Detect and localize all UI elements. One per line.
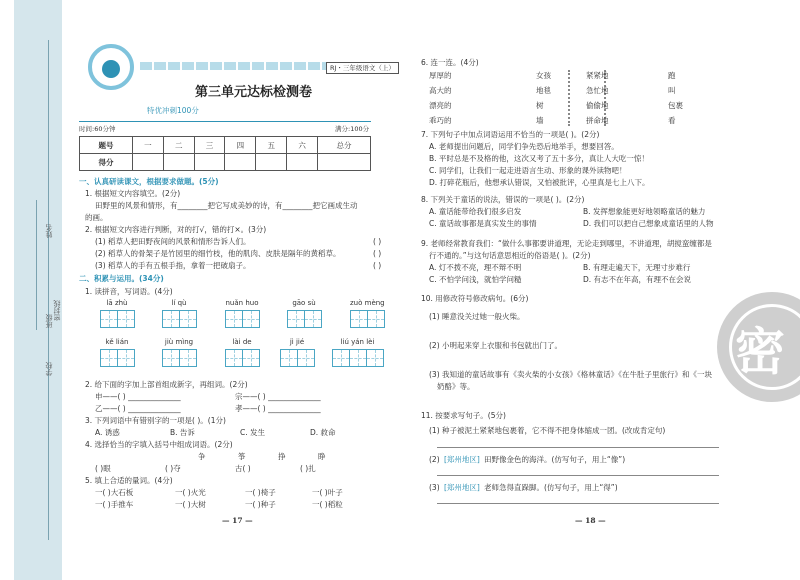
match-col4-item[interactable]: 包裹 — [668, 101, 683, 110]
fill-char-blank[interactable]: ( )扎 — [300, 464, 316, 473]
measure-word-blank[interactable]: 一( )稻粒 — [312, 500, 343, 509]
measure-word-blank[interactable]: 一( )种子 — [245, 500, 276, 509]
match-col2-item[interactable]: 地毯 — [536, 86, 551, 95]
section-1-heading: 一、认真研读课文，根据要求做题。(5分) — [79, 177, 219, 186]
typo-option-d[interactable]: D. 救命 — [310, 428, 336, 437]
rewrite-question-stem: 11. 按要求写句子。(5分) — [421, 411, 506, 420]
proverb-option-c[interactable]: C. 不怕学问浅，就怕学问糙 — [429, 275, 522, 284]
strip-label-school: 学校 — [45, 362, 53, 376]
q2-item-1: (1) 稻草人把田野夜间的风景和情形告诉人们。 — [95, 237, 251, 246]
full-score: 满分:100分 — [335, 125, 370, 133]
answer-paren[interactable]: ( ) — [373, 237, 382, 246]
word-usage-question-stem: 7. 下列句子中加点词语运用不恰当的一项是( )。(2分) — [421, 130, 600, 139]
word-usage-option-d[interactable]: D. 打碎花瓶后，他想承认错误，又怕被批评，心里真是七上八下。 — [429, 178, 650, 187]
score-head-cell: 题号 — [80, 137, 133, 154]
pinyin-box[interactable] — [100, 299, 134, 328]
pinyin-box[interactable] — [162, 338, 196, 367]
pinyin-label: liú yán lèi — [340, 338, 375, 346]
pinyin-label: gāo sù — [292, 299, 316, 307]
fairy-tale-option-c[interactable]: C. 童话故事都是真实发生的事情 — [429, 219, 537, 228]
match-col1-item[interactable]: 厚厚的 — [429, 71, 452, 80]
revise-sentence-1[interactable]: (1) 睡意没关过她一般火柴。 — [429, 312, 525, 321]
page-number-left: — 17 — — [222, 516, 253, 525]
answer-line[interactable] — [437, 447, 719, 448]
fill-char-blank[interactable]: ( )夺 — [165, 464, 181, 473]
match-col1-item[interactable]: 高大的 — [429, 86, 452, 95]
page-title: 第三单元达标检测卷 — [195, 85, 313, 100]
matching-question-stem: 6. 连一连。(4分) — [421, 58, 479, 67]
pinyin-label: lài de — [232, 338, 252, 346]
char-choice: 筝 — [238, 452, 246, 461]
score-head-cell: 五 — [256, 137, 287, 154]
score-cell[interactable] — [163, 154, 194, 171]
region-tag: [郑州地区] — [444, 455, 480, 464]
score-row-label: 得分 — [80, 154, 133, 171]
radical-question-stem: 2. 给下面的字加上部首组成新字，再组词。(2分) — [85, 380, 248, 389]
typo-option-b[interactable]: B. 告诉 — [170, 428, 195, 437]
score-head-cell: 三 — [194, 137, 225, 154]
match-col2-item[interactable]: 树 — [536, 101, 544, 110]
word-usage-option-b[interactable]: B. 平时总是不及格的他，这次又考了五十多分，真让人大吃一惊！ — [429, 154, 649, 163]
pinyin-box[interactable] — [225, 338, 259, 367]
q1-stem: 1. 根据短文内容填空。(2分) — [85, 189, 181, 198]
rewrite-item-3: 老师急得直跺脚。(仿写句子，用上“得”) — [484, 483, 618, 492]
q2-stem: 2. 根据短文内容进行判断，对的打√，错的打×。(3分) — [85, 225, 267, 234]
proverb-question-line-2: 行不通的。”与这句话意思相近的俗语是( )。(2分) — [429, 251, 591, 260]
char-choice: 睁 — [318, 452, 326, 461]
score-cell[interactable] — [194, 154, 225, 171]
pinyin-label: zuò mèng — [350, 299, 385, 307]
page-number-right: — 18 — — [575, 516, 606, 525]
score-cell[interactable] — [318, 154, 371, 171]
rewrite-item-3-num: (3) — [429, 483, 440, 492]
fill-char-question-stem: 4. 选择恰当的字填入括号中组成词语。(2分) — [85, 440, 233, 449]
score-cell[interactable] — [287, 154, 318, 171]
section-2-heading: 二、积累与运用。(34分) — [79, 274, 164, 283]
pinyin-box[interactable] — [100, 338, 134, 367]
score-table — [79, 136, 371, 171]
logo-dot — [102, 60, 120, 78]
fairy-tale-option-a[interactable]: A. 童话能带给我们很多启发 — [429, 207, 522, 216]
score-head-cell: 四 — [225, 137, 256, 154]
name-line — [36, 200, 37, 330]
match-col4-item[interactable]: 看 — [668, 116, 676, 125]
measure-word-blank[interactable]: 一( )火光 — [175, 488, 206, 497]
pinyin-label: nuǎn huo — [225, 299, 259, 307]
revise-sentence-3-cont: 奶酪》等。 — [437, 382, 475, 391]
pinyin-box[interactable] — [350, 299, 385, 328]
measure-word-blank[interactable]: 一( )大树 — [175, 500, 206, 509]
typo-option-c[interactable]: C. 发生 — [240, 428, 266, 437]
answer-paren[interactable]: ( ) — [373, 261, 382, 270]
score-table-row — [80, 154, 371, 171]
strip-label-name: 姓名 — [45, 224, 53, 238]
revise-sentence-2[interactable]: (2) 小明起来穿上衣服和书包就出门了。 — [429, 341, 563, 350]
radical-item[interactable]: 宗——( ) ______________ — [235, 392, 321, 401]
score-head-cell: 六 — [287, 137, 318, 154]
score-table-head — [80, 137, 371, 154]
proverb-option-a[interactable]: A. 灯不拨不亮，理不辩不明 — [429, 263, 522, 272]
match-col2-item[interactable]: 墙 — [536, 116, 544, 125]
pinyin-label: kě lián — [105, 338, 129, 346]
answer-paren[interactable]: ( ) — [373, 249, 382, 258]
fill-char-blank[interactable]: ( )眼 — [95, 464, 111, 473]
pinyin-box[interactable] — [287, 299, 321, 328]
rewrite-item-1: (1) 种子被泥土紧紧地包裹着，它不得不把身体缩成一团。(改成肯定句) — [429, 426, 666, 435]
q2-item-3: (3) 稻草人的手有五根手指，拿着一把破扇子。 — [95, 261, 251, 270]
strip-label-class: 班级 — [45, 314, 53, 328]
char-choice: 挣 — [278, 452, 286, 461]
char-choice: 争 — [198, 452, 206, 461]
answer-line[interactable] — [437, 475, 719, 476]
pinyin-box[interactable] — [332, 338, 383, 367]
match-col4-item[interactable]: 叫 — [668, 86, 676, 95]
proverb-question-stem: 9. 老师经常教育我们：“做什么事都要讲道理，无论走到哪里，不讲道理，胡搅蛮缠都是 — [421, 239, 712, 248]
subject-tag: RJ・三年级语文（上） — [326, 62, 399, 74]
q2-item-2: (2) 稻草人的骨架子是竹园里的细竹枝，他的肌肉、皮肤是隔年的黄稻草。 — [95, 249, 341, 258]
region-tag: [郑州地区] — [444, 483, 480, 492]
match-col2-item[interactable]: 女孩 — [536, 71, 551, 80]
measure-word-question-stem: 5. 填上合适的量词。(4分) — [85, 476, 173, 485]
answer-line[interactable] — [437, 503, 719, 504]
pinyin-box[interactable] — [225, 299, 259, 328]
seal-character: 密 — [735, 323, 785, 381]
banner-text: 特优冲刺100分 — [147, 106, 199, 115]
fill-char-blank[interactable]: 古( ) — [235, 464, 251, 473]
pinyin-label: jiù mìng — [164, 338, 194, 346]
confidential-seal — [717, 292, 800, 402]
score-head-cell: 一 — [132, 137, 163, 154]
measure-word-blank[interactable]: 一( )大石板 — [95, 488, 134, 497]
match-col3-item[interactable]: 偷偷地 — [586, 101, 609, 110]
measure-word-blank[interactable]: 一( )椅子 — [245, 488, 276, 497]
binding-strip — [14, 0, 62, 580]
score-head-cell: 二 — [163, 137, 194, 154]
q1-line-b: 的画。 — [85, 213, 108, 222]
match-col3-item[interactable]: 急忙地 — [586, 86, 609, 95]
measure-word-blank[interactable]: 一( )叶子 — [312, 488, 343, 497]
rewrite-item-2-num: (2) — [429, 455, 440, 464]
typo-question-stem: 3. 下列词语中有错别字的一项是( )。(1分) — [85, 416, 226, 425]
q1-line-a: 田野里的风景和情形，有________把它写成美妙的诗，有________把它画成生动 — [95, 201, 358, 210]
score-cell[interactable] — [132, 154, 163, 171]
score-head-cell: 总分 — [318, 137, 371, 154]
word-usage-option-c[interactable]: C. 同学们，让我们一起走进语言生动、形象的课外读物吧！ — [429, 166, 627, 175]
match-dots — [568, 70, 572, 126]
pinyin-label: lí qù — [171, 299, 187, 307]
pinyin-label: jì jié — [289, 338, 305, 346]
proverb-option-b[interactable]: B. 有理走遍天下，无理寸步难行 — [583, 263, 691, 272]
header-rule — [79, 121, 371, 122]
pinyin-box[interactable] — [162, 299, 196, 328]
match-col3-item[interactable]: 拼命地 — [586, 116, 609, 125]
revise-sentence-3[interactable]: (3) 我知道的童话故事有《卖火柴的小女孩》《格林童话》《在牛肚子里旅行》和《一块 — [429, 370, 713, 379]
proverb-option-d[interactable]: D. 有志不在年高，有理不在会说 — [583, 275, 692, 284]
pinyin-question-stem: 1. 读拼音，写词语。(4分) — [85, 287, 173, 296]
radical-item[interactable]: 孝——( ) ______________ — [235, 404, 321, 413]
radical-item[interactable]: 申——( ) ______________ — [95, 392, 181, 401]
measure-word-blank[interactable]: 一( )手推车 — [95, 500, 134, 509]
radical-item[interactable]: 乙——( ) ______________ — [95, 404, 181, 413]
fairy-tale-question-stem: 8. 下列关于童话的说法，错误的一项是( )。(2分) — [421, 195, 585, 204]
score-cell[interactable] — [256, 154, 287, 171]
fairy-tale-option-b[interactable]: B. 发挥想象能更好地领略童话的魅力 — [583, 207, 706, 216]
match-col4-item[interactable]: 跑 — [668, 71, 676, 80]
pinyin-box[interactable] — [280, 338, 314, 367]
exam-time: 时间:60分钟 — [79, 125, 116, 133]
match-col1-item[interactable]: 乖巧的 — [429, 116, 452, 125]
pinyin-label: lā zhù — [106, 299, 128, 307]
revise-question-stem: 10. 用修改符号修改病句。(6分) — [421, 294, 529, 303]
seal-line — [48, 40, 49, 540]
word-usage-option-a[interactable]: A. 老师提出问题后，同学们争先恐后地举手，想要回答。 — [429, 142, 619, 151]
score-cell[interactable] — [225, 154, 256, 171]
strip-label-seal: 密封线 — [53, 300, 61, 321]
match-col1-item[interactable]: 漂亮的 — [429, 101, 452, 110]
typo-option-a[interactable]: A. 诱惑 — [95, 428, 120, 437]
rewrite-item-2: 田野像金色的海洋。(仿写句子，用上“像”) — [484, 455, 626, 464]
match-col3-item[interactable]: 紧紧地 — [586, 71, 609, 80]
fairy-tale-option-d[interactable]: D. 我们可以把自己想象成童话里的人物 — [583, 219, 714, 228]
